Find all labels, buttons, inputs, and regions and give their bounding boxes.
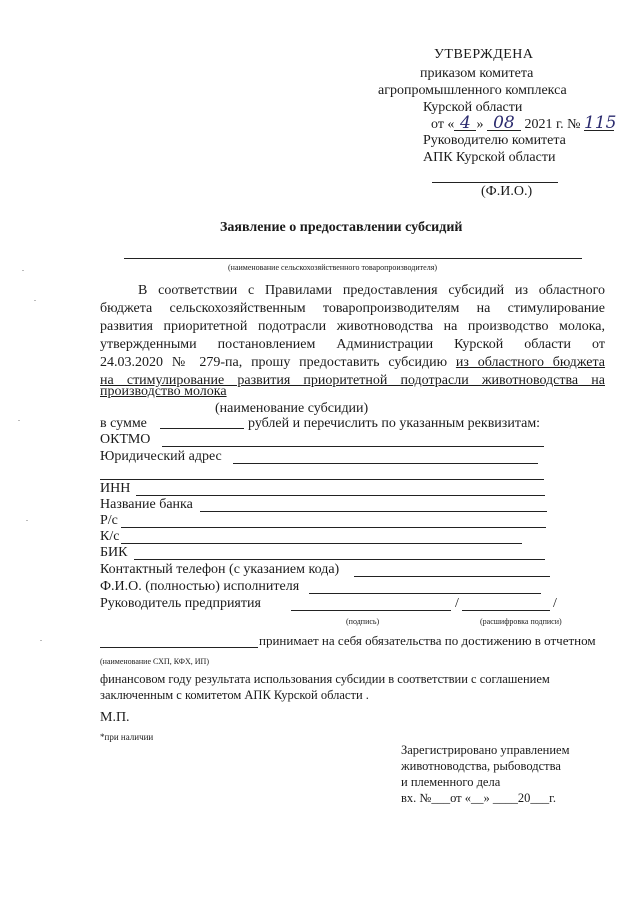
approval-line-1: приказом комитета bbox=[420, 66, 534, 81]
approval-title: УТВЕРЖДЕНА bbox=[434, 47, 534, 62]
approval-date-day: 4 bbox=[454, 116, 476, 131]
approval-line-2: агропромышленного комплекса bbox=[378, 83, 567, 98]
obligation-line-2: финансовом году результата использования субсидии в соответствии с соглашением bbox=[100, 672, 550, 686]
body-line-5-underlined: из областного бюджета bbox=[455, 355, 606, 370]
body-line-4: утвержденными постановлением Администрации Курской области от bbox=[100, 337, 605, 352]
rs-label: Р/с bbox=[100, 513, 118, 528]
sum-suffix: рублей и перечислить по указанным реквизитам: bbox=[248, 416, 541, 431]
obligation-line-1: принимает на себя обязательства по достижению в отчетном bbox=[259, 633, 596, 648]
slash-2: / bbox=[553, 596, 557, 611]
organization-field[interactable] bbox=[100, 647, 258, 648]
rs-field[interactable] bbox=[121, 527, 546, 528]
approval-date-month: 08 bbox=[487, 116, 521, 131]
registration-line-2: животноводства, рыбоводства bbox=[401, 759, 561, 773]
scan-speck bbox=[40, 640, 42, 641]
fio-caption: (Ф.И.О.) bbox=[481, 184, 533, 199]
approval-date bbox=[431, 113, 617, 133]
bik-field[interactable] bbox=[134, 559, 545, 560]
body-line-1: В соответствии с Правилами предоставления субсидий из областного bbox=[138, 283, 605, 298]
decode-field[interactable] bbox=[462, 610, 550, 611]
approval-number: 115 bbox=[583, 113, 617, 133]
registration-line-3: и племенного дела bbox=[401, 775, 501, 789]
signature-field[interactable] bbox=[291, 610, 451, 611]
obligation-line-3: заключенным с комитетом АПК Курской области . bbox=[100, 688, 369, 702]
body-line-5-plain: 24.03.2020 № 279-па, прошу предоставить субсидию bbox=[100, 355, 456, 370]
scan-speck bbox=[18, 420, 20, 421]
fio-underline bbox=[432, 182, 558, 183]
approval-line-3: Курской области bbox=[423, 100, 523, 115]
approval-date-prefix: от « bbox=[431, 117, 455, 132]
decode-caption: (расшифровка подписи) bbox=[480, 617, 562, 626]
inn-field[interactable] bbox=[136, 495, 545, 496]
sum-input[interactable] bbox=[160, 428, 244, 429]
oktmo-label: ОКТМО bbox=[100, 432, 151, 447]
phone-label: Контактный телефон (с указанием кода) bbox=[100, 562, 340, 577]
signature-caption: (подпись) bbox=[346, 617, 380, 626]
body-line-3: развития приоритетной подотрасли животноводства на производство молока, bbox=[100, 319, 605, 334]
address-field-line-2[interactable] bbox=[100, 479, 544, 480]
approval-date-sep: » bbox=[476, 117, 484, 132]
bik-label: БИК bbox=[100, 545, 128, 560]
ks-field[interactable] bbox=[121, 543, 522, 544]
inn-label: ИНН bbox=[100, 481, 131, 496]
producer-name-line bbox=[124, 258, 582, 259]
ks-label: К/с bbox=[100, 529, 120, 544]
bank-field[interactable] bbox=[200, 511, 547, 512]
scan-speck bbox=[22, 270, 24, 271]
recipient-line-2: АПК Курской области bbox=[423, 150, 556, 165]
registration-line-1: Зарегистрировано управлением bbox=[401, 743, 570, 757]
executor-label: Ф.И.О. (полностью) исполнителя bbox=[100, 579, 300, 594]
stamp-placeholder: М.П. bbox=[100, 710, 130, 725]
executor-field[interactable] bbox=[309, 593, 541, 594]
registration-line-4: вх. №___от «__» ____20___г. bbox=[401, 791, 556, 805]
approval-date-year: 2021 г. № bbox=[524, 117, 581, 132]
footnote: *при наличии bbox=[100, 732, 154, 742]
scan-speck bbox=[26, 520, 28, 521]
subsidy-caption: (наименование субсидии) bbox=[215, 401, 369, 416]
page-title: Заявление о предоставлении субсидий bbox=[220, 220, 463, 235]
sum-prefix: в сумме bbox=[100, 416, 147, 431]
oktmo-field[interactable] bbox=[162, 446, 544, 447]
producer-caption: (наименование сельскохозяйственного товаропроизводителя) bbox=[228, 263, 438, 272]
body-line-6: на стимулирование развития приоритетной подотрасли животноводства на bbox=[100, 373, 605, 388]
scan-speck bbox=[34, 300, 36, 301]
body-line-5 bbox=[100, 354, 605, 372]
head-label: Руководитель предприятия bbox=[100, 596, 261, 611]
organization-caption: (наименование СХП, КФХ, ИП) bbox=[100, 657, 209, 666]
bank-label: Название банка bbox=[100, 497, 193, 512]
slash-1: / bbox=[455, 596, 459, 611]
address-field[interactable] bbox=[233, 463, 538, 464]
body-line-7: производство молока bbox=[100, 384, 227, 399]
body-line-2: бюджета сельскохозяйственным товаропроизводителям на стимулирование bbox=[100, 301, 605, 316]
recipient-line-1: Руководителю комитета bbox=[423, 133, 566, 148]
phone-field[interactable] bbox=[354, 576, 550, 577]
address-label: Юридический адрес bbox=[100, 449, 222, 464]
